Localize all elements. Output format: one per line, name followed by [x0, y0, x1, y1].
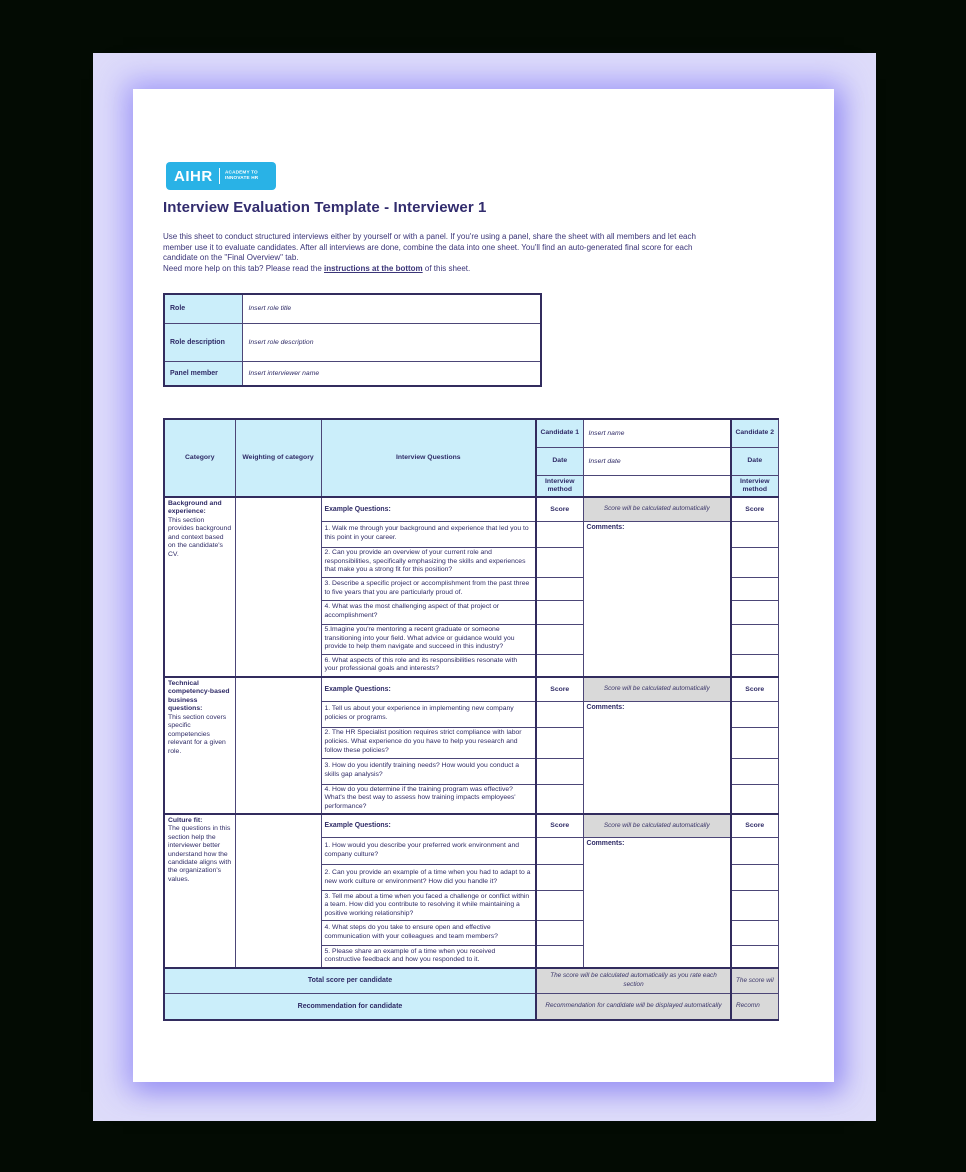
score-input-cell-c2[interactable]: [731, 701, 778, 727]
score-column-label: Score: [536, 677, 583, 701]
question-text: 5. Please share an example of a time when you received constructive feedback and how you responded to it.: [321, 946, 536, 968]
recommendation-label: Recommendation for candidate: [164, 994, 536, 1020]
role-description-field[interactable]: Insert role description: [242, 323, 541, 361]
question-text: 1. How would you describe your preferred work environment and company culture?: [321, 838, 536, 865]
score-column-label: Score: [536, 814, 583, 838]
section-title: Culture fit:: [168, 816, 203, 824]
score-input-cell[interactable]: [536, 946, 583, 968]
question-text: 1. Walk me through your background and experience that led you to this point in your career.: [321, 521, 536, 547]
score-input-cell[interactable]: [536, 921, 583, 946]
score-input-cell-c2[interactable]: [731, 577, 778, 600]
lavender-backdrop: [93, 53, 876, 1121]
auto-score-cell: Score will be calculated automatically: [583, 814, 731, 838]
weighting-input-cell[interactable]: [235, 814, 321, 968]
candidate2-method-label: Interview method: [731, 475, 778, 497]
comments-label: Comments:: [586, 523, 625, 531]
candidate2-date-label: Date: [731, 447, 778, 475]
score-input-cell[interactable]: [536, 577, 583, 600]
role-value-field[interactable]: Insert role title: [242, 294, 541, 323]
score-input-cell[interactable]: [536, 654, 583, 677]
help-prefix: Need more help on this tab? Please read the: [163, 264, 324, 273]
score-input-cell-c2[interactable]: [731, 865, 778, 891]
page-title: Interview Evaluation Template - Interviewer 1: [163, 199, 487, 216]
score-input-cell-c2[interactable]: [731, 946, 778, 968]
role-label: Role: [164, 294, 242, 323]
role-description-label: Role description: [164, 323, 242, 361]
candidate1-name-field[interactable]: Insert name: [583, 419, 731, 447]
score-input-cell[interactable]: [536, 701, 583, 727]
col-header-weighting: Weighting of category: [235, 419, 321, 497]
section-description: The questions in this section help the interviewer better understand how the candidate aligns with the organization's values.: [168, 825, 232, 883]
weighting-input-cell[interactable]: [235, 677, 321, 814]
candidate1-header: Candidate 1: [536, 419, 583, 447]
question-text: 2. Can you provide an example of a time when you had to adapt to a new work culture or environment? How did you handle it?: [321, 865, 536, 891]
recommendation-auto-cell-c2: Recomn: [731, 994, 778, 1020]
score-input-cell[interactable]: [536, 758, 583, 784]
sheet-page: [133, 89, 834, 1082]
comments-cell[interactable]: [583, 838, 731, 968]
help-line: [163, 264, 470, 273]
score-input-cell-c2[interactable]: [731, 654, 778, 677]
score-input-cell-c2[interactable]: [731, 838, 778, 865]
section-header-row: [164, 497, 778, 521]
total-score-row: [164, 968, 778, 994]
score-input-cell-c2[interactable]: [731, 891, 778, 921]
recommendation-auto-cell: Recommendation for candidate will be displayed automatically: [536, 994, 731, 1020]
auto-score-cell: Score will be calculated automatically: [583, 497, 731, 521]
score-input-cell[interactable]: [536, 547, 583, 577]
score-input-cell[interactable]: [536, 521, 583, 547]
question-text: 1. Tell us about your experience in implementing new company policies or programs.: [321, 701, 536, 727]
section-category-cell: [164, 497, 235, 677]
candidate2-header: Candidate 2: [731, 419, 778, 447]
panel-member-label: Panel member: [164, 361, 242, 386]
score-input-cell-c2[interactable]: [731, 921, 778, 946]
score-column-label: Score: [536, 497, 583, 521]
table-row: [164, 294, 541, 323]
candidate1-date-label: Date: [536, 447, 583, 475]
question-text: 6. What aspects of this role and its responsibilities resonate with your professional goals and interests?: [321, 654, 536, 677]
col-header-category: Category: [164, 419, 235, 497]
instructions-link[interactable]: instructions at the bottom: [324, 264, 423, 273]
score-column-label-c2: Score: [731, 677, 778, 701]
score-input-cell-c2[interactable]: [731, 758, 778, 784]
score-input-cell[interactable]: [536, 865, 583, 891]
comments-cell[interactable]: [583, 701, 731, 814]
section-header-row: [164, 677, 778, 701]
intro-paragraph: Use this sheet to conduct structured interviews either by yourself or with a panel. If you're using a panel, share the sheet with all members and let each member use it to evaluate candidates. After all interviews are done, combine the data into one sheet. You'll find an auto-generated final score for each candidate on the "Final Overview" tab.: [163, 232, 696, 263]
total-score-label: Total score per candidate: [164, 968, 536, 994]
score-input-cell-c2[interactable]: [731, 521, 778, 547]
score-input-cell-c2[interactable]: [731, 547, 778, 577]
score-input-cell-c2[interactable]: [731, 600, 778, 624]
weighting-input-cell[interactable]: [235, 497, 321, 677]
candidate1-method-label: Interview method: [536, 475, 583, 497]
question-text: 4. How do you determine if the training program was effective? What's the best way to assess how training impacts employees' performance?: [321, 784, 536, 814]
section-header-row: [164, 814, 778, 838]
section-description: This section provides background and context based on the candidate's CV.: [168, 516, 232, 558]
section-title: Background and experience:: [168, 500, 222, 516]
score-input-cell-c2[interactable]: [731, 784, 778, 814]
col-header-questions: Interview Questions: [321, 419, 536, 497]
logo-divider: [219, 168, 220, 184]
example-questions-label: Example Questions:: [321, 497, 536, 521]
score-input-cell[interactable]: [536, 727, 583, 758]
header-row-candidate: [164, 419, 778, 447]
example-questions-label: Example Questions:: [321, 677, 536, 701]
example-questions-label: Example Questions:: [321, 814, 536, 838]
question-text: 2. Can you provide an overview of your current role and responsibilities, specifically emphasizing the skills and experiences that make you a strong fit for this position?: [321, 547, 536, 577]
comments-cell[interactable]: [583, 521, 731, 677]
question-text: 4. What was the most challenging aspect of that project or accomplishment?: [321, 600, 536, 624]
section-category-cell: [164, 677, 235, 814]
comments-label: Comments:: [586, 703, 625, 711]
panel-member-field[interactable]: Insert interviewer name: [242, 361, 541, 386]
section-title: Technical competency-based business questions:: [168, 680, 230, 713]
question-text: 5.Imagine you're mentoring a recent graduate or someone transitioning into your field. What advice or guidance would you provide to help them navigate and succeed in this industry?: [321, 624, 536, 654]
score-input-cell[interactable]: [536, 784, 583, 814]
question-text: 4. What steps do you take to ensure open and effective communication with your colleagues and team members?: [321, 921, 536, 946]
score-input-cell-c2[interactable]: [731, 727, 778, 758]
table-row: [164, 323, 541, 361]
question-text: 2. The HR Specialist position requires strict compliance with labor policies. What experience do you have to help you research and follow these policies?: [321, 727, 536, 758]
section-description: This section covers specific competencies relevant for a given role.: [168, 713, 227, 755]
aihr-logo: [166, 162, 276, 190]
question-text: 3. Tell me about a time when you faced a challenge or conflict within a team. How did you contribute to resolving it while maintaining a positive working relationship?: [321, 891, 536, 921]
score-input-cell[interactable]: [536, 891, 583, 921]
table-row: [164, 361, 541, 386]
score-input-cell[interactable]: [536, 600, 583, 624]
aihr-logo-text: AIHR: [174, 167, 213, 185]
score-input-cell[interactable]: [536, 624, 583, 654]
help-suffix: of this sheet.: [422, 264, 471, 273]
question-text: 3. How do you identify training needs? How would you conduct a skills gap analysis?: [321, 758, 536, 784]
candidate1-date-field[interactable]: Insert date: [583, 447, 731, 475]
role-info-table: [163, 293, 542, 387]
score-column-label-c2: Score: [731, 497, 778, 521]
logo-tagline: ACADEMY TO INNOVATE HR: [224, 170, 258, 181]
candidate1-method-field[interactable]: [583, 475, 731, 497]
score-input-cell[interactable]: [536, 838, 583, 865]
recommendation-row: [164, 994, 778, 1020]
question-text: 3. Describe a specific project or accomplishment from the past three to five years that you are particularly proud of.: [321, 577, 536, 600]
section-category-cell: [164, 814, 235, 968]
score-column-label-c2: Score: [731, 814, 778, 838]
evaluation-table: [163, 418, 779, 1021]
score-input-cell-c2[interactable]: [731, 624, 778, 654]
comments-label: Comments:: [586, 840, 625, 848]
auto-score-cell: Score will be calculated automatically: [583, 677, 731, 701]
total-score-auto-cell: The score will be calculated automatically as you rate each section: [536, 968, 731, 994]
total-score-auto-cell-c2: The score wil: [731, 968, 778, 994]
